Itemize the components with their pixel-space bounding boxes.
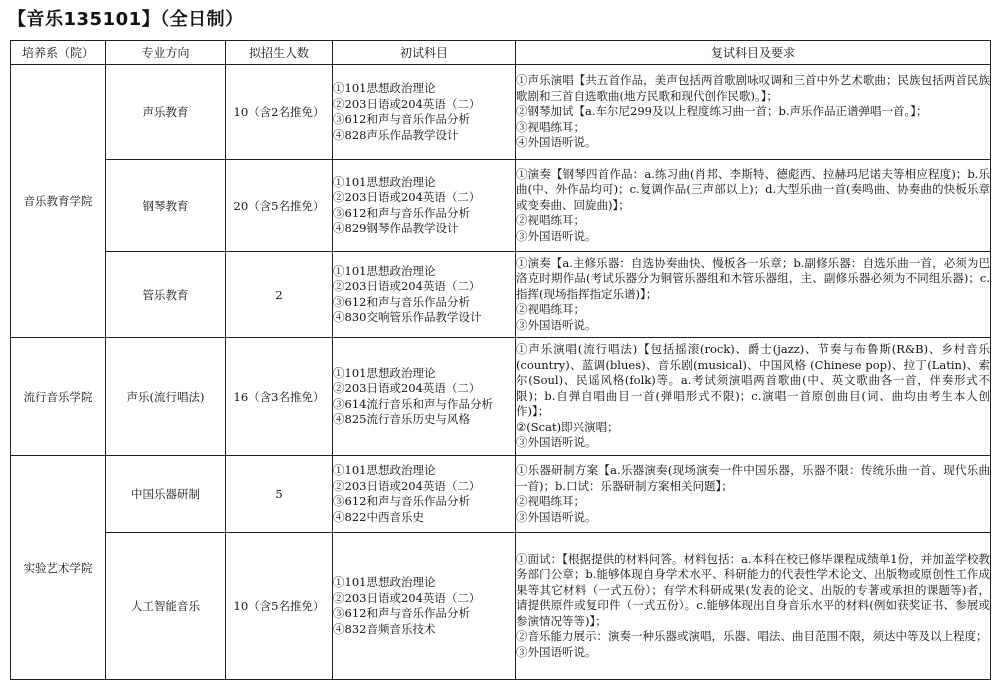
retest-item: ③外国语听说。 [516, 435, 597, 450]
exam-item: ①101思想政治理论 [333, 575, 436, 589]
retest-cell [516, 65, 991, 160]
exam-item: ①101思想政治理论 [333, 463, 436, 477]
quota-cell: 16（含3名推免） [226, 338, 333, 456]
exams-cell [333, 252, 516, 338]
exam-item: ④832音频音乐技术 [333, 621, 436, 636]
quota-cell: 20（含5名推免） [226, 160, 333, 252]
retest-item: ①面试：【根据提供的材料问答。材料包括：a.本科在校已修毕课程成绩单1份，并加盖学校教务部门公章；b.能够体现自身学术水平、科研能力的代表性学术论文、出版物或原创性工作成果等其它材料（一式五份）；有学术科研成果(发表的论文、出版的专著或承担的课题等)者，请提供原件或复印件（一式五份）。c.能够体现出自身音乐水平的材料(例如获奖证书、参展或参演情况等等)】； [516, 551, 990, 628]
exams-cell [333, 65, 516, 160]
table-row [11, 533, 991, 680]
header-row [11, 41, 991, 65]
retest-item: ③外国语听说。 [516, 228, 597, 243]
table-row [11, 252, 991, 338]
major-cell: 人工智能音乐 [106, 533, 226, 680]
quota-cell: 10（含5名推免） [226, 533, 333, 680]
quota-cell: 10（含2名推免） [226, 65, 333, 160]
header-major: 专业方向 [106, 41, 226, 65]
exam-item: ④828声乐作品教学设计 [333, 127, 459, 142]
exam-item: ③612和声与音乐作品分析 [333, 205, 470, 220]
exam-item: ①101思想政治理论 [333, 263, 436, 278]
exam-item: ③612和声与音乐作品分析 [333, 606, 470, 620]
header-exams: 初试科目 [333, 41, 516, 65]
exam-item: ④822中西音乐史 [333, 509, 424, 524]
exam-item: ①101思想政治理论 [333, 81, 436, 95]
retest-item: ①演奏【钢琴四首作品：a.练习曲(肖邦、李斯特、德彪西、拉赫玛尼诺夫等相应程度)；b.乐曲(中、外作品均可)；c.复调作品(三声部以上)；d.大型乐曲一首(奏鸣曲、协奏曲的快板乐章或变奏曲、回旋曲)】； [516, 166, 990, 212]
retest-cell [516, 338, 991, 456]
exam-item: ①101思想政治理论 [333, 365, 436, 380]
retest-item: ③外国语听说。 [516, 317, 597, 332]
exam-item: ③614流行音乐和声与作品分析 [333, 396, 493, 411]
retest-cell [516, 533, 991, 680]
retest-cell [516, 160, 991, 252]
page-title: 【音乐135101】（全日制） [8, 9, 244, 30]
major-cell: 声乐(流行唱法) [106, 338, 226, 456]
retest-item: ②视唱练耳； [516, 302, 585, 317]
exam-item: ①101思想政治理论 [333, 174, 436, 189]
major-cell: 钢琴教育 [106, 160, 226, 252]
dept-cell: 实验艺术学院 [11, 456, 106, 680]
header-dept: 培养系（院） [11, 41, 106, 65]
retest-item: ①声乐演唱【共五首作品，美声包括两首歌剧咏叹调和三首中外艺术歌曲；民族包括两首民族歌剧和三首自选歌曲(地方民歌和现代创作民歌)。】； [516, 73, 990, 103]
retest-item: ②钢琴加试【a.车尔尼299及以上程度练习曲一首；b.声乐作品正谱弹唱一首。】； [516, 104, 928, 119]
retest-item: ②视唱练耳； [516, 213, 585, 228]
major-cell: 管乐教育 [106, 252, 226, 338]
retest-cell [516, 456, 991, 533]
table-row [11, 338, 991, 456]
header-retest: 复试科目及要求 [516, 41, 991, 65]
exam-item: ②203日语或204英语（二） [333, 279, 481, 293]
exam-item: ②203日语或204英语（二） [333, 590, 481, 605]
table-row [11, 160, 991, 252]
major-cell: 声乐教育 [106, 65, 226, 160]
exam-item: ③612和声与音乐作品分析 [333, 112, 470, 126]
retest-item: ③外国语听说。 [516, 509, 597, 524]
admissions-table [10, 40, 991, 680]
retest-item: ①声乐演唱(流行唱法)【包括摇滚(rock)、爵士(jazz)、节奏与布鲁斯(R&B)、乡村音乐(country)、蓝调(blues)、音乐剧(musical)、中国风格 (Chinese pop)、拉丁(Latin)、索尔(Soul)、民谣风格(folk)等。a.考试须演唱两首歌曲(中、英文歌曲各一首，伴奏形式不限)；b.自弹自唱曲目一首(弹唱形式不限)；c.演唱一首原创曲目(词、曲均由考生本人创作)】； [516, 342, 990, 419]
retest-item: ①乐器研制方案【a.乐器演奏(现场演奏一件中国乐器，乐器不限：传统乐曲一首、现代乐曲一首)；b.口试：乐器研制方案相关问题】； [516, 463, 990, 493]
exams-cell [333, 338, 516, 456]
exam-item: ②203日语或204英语（二） [333, 381, 481, 395]
quota-cell: 5 [226, 456, 333, 533]
retest-item: ②视唱练耳； [516, 494, 585, 508]
exams-cell [333, 456, 516, 533]
exam-item: ④829钢琴作品教学设计 [333, 221, 459, 235]
exam-item: ②203日语或204英语（二） [333, 478, 481, 493]
exam-item: ③612和声与音乐作品分析 [333, 494, 470, 508]
retest-item: ①演奏【a.主修乐器：自选协奏曲快、慢板各一乐章；b.副修乐器：自选乐曲一首，必须为巴洛克时期作品(考试乐器分为铜管乐器组和木管乐器组，主、副修乐器必须为不同组乐器)；c.指挥(现场指挥指定乐谱)】； [516, 255, 990, 301]
retest-item: ③外国语听说。 [516, 644, 597, 659]
exam-item: ④830交响管乐作品教学设计 [333, 310, 482, 324]
exam-item: ③612和声与音乐作品分析 [333, 294, 470, 309]
exams-cell [333, 533, 516, 680]
exam-item: ④825流行音乐历史与风格 [333, 412, 470, 426]
retest-item: ②音乐能力展示：演奏一种乐器或演唱，乐器、唱法、曲目范围不限，须达中等及以上程度； [516, 629, 988, 644]
retest-item: ④外国语听说。 [516, 135, 597, 150]
quota-cell: 2 [226, 252, 333, 338]
table-row [11, 65, 991, 160]
exam-item: ②203日语或204英语（二） [333, 190, 481, 204]
retest-item: ②(Scat)即兴演唱； [516, 419, 619, 434]
major-cell: 中国乐器研制 [106, 456, 226, 533]
dept-cell: 音乐教育学院 [11, 65, 106, 338]
dept-cell: 流行音乐学院 [11, 338, 106, 456]
exam-item: ②203日语或204英语（二） [333, 96, 481, 111]
header-quota: 拟招生人数 [226, 41, 333, 65]
retest-cell [516, 252, 991, 338]
retest-item: ③视唱练耳； [516, 119, 585, 134]
exams-cell [333, 160, 516, 252]
table-row [11, 456, 991, 533]
